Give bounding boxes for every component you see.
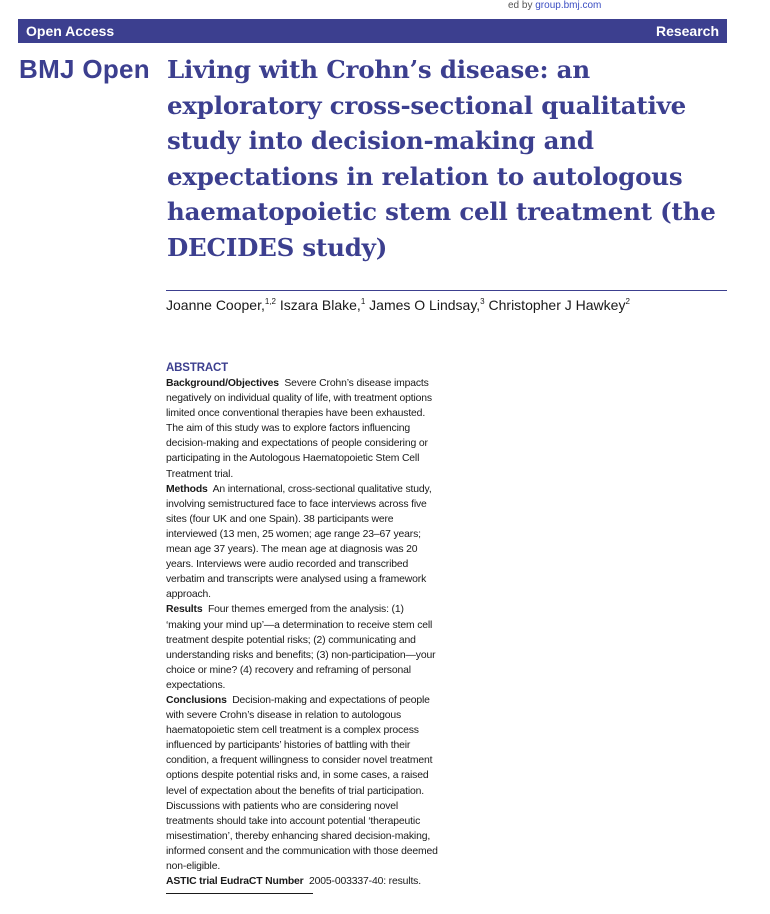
section-label: Methods <box>166 483 208 495</box>
abstract-section-methods <box>166 482 438 603</box>
abstract-section-trial <box>166 874 438 889</box>
author-name: Christopher J Hawkey <box>488 297 626 313</box>
article-title: Living with Crohn’s disease: an exploratory cross-sectional qualitative study into decision-making and expectations in relation to autologous haematopoietic stem cell treatment (the DECIDES study) <box>167 55 716 262</box>
top-link-url[interactable]: group.bmj.com <box>535 0 602 11</box>
journal-logo: BMJ Open <box>19 54 150 84</box>
author-name: James O Lindsay, <box>369 297 481 313</box>
author-affiliation: 3 <box>480 297 485 306</box>
abstract-section-results <box>166 602 438 693</box>
section-text: Severe Crohn’s disease impacts negatively on individual quality of life, with treatment options limited once conventional therapies have been exhausted. The aim of this study was to explore factors influencing decision-making and expectations of people considering or participating in the Autologous Haematopoietic Stem Cell Treatment trial. <box>166 378 432 480</box>
author-affiliation: 1,2 <box>264 297 276 306</box>
section-label: ASTIC trial EudraCT Number <box>166 876 304 888</box>
title-divider <box>166 290 727 291</box>
section-label: Conclusions <box>166 694 227 706</box>
author-affiliation: 1 <box>360 297 366 306</box>
author-name: Joanne Cooper, <box>166 297 265 313</box>
footnote-divider <box>166 893 313 894</box>
abstract <box>166 361 438 889</box>
section-text: 2005-003337-40: results. <box>309 876 421 888</box>
section-label: Results <box>166 604 203 616</box>
top-link[interactable] <box>508 0 601 11</box>
section-text: An international, cross-sectional qualitative study, involving semistructured face to face interviews across five sites (four UK and one Spain). 38 participants were interviewed (13 men, 25 women; age range 23–67 years; mean age 37 years). The mean age at diagnosis was 20 years. Interviews were audio recorded and transcribed verbatim and transcripts were analysed using a framework approach. <box>166 483 432 601</box>
section-text: Decision-making and expectations of people with severe Crohn’s disease in relation to autologous haematopoietic stem cell treatment is a complex process influenced by participants’ histories of battling with their condition, a frequent willingness to consider novel treatment options despite potential risks and, in some cases, a raised level of expectation about the benefits of trial participation. Discussions with patients who are considering novel treatments should take into account potential ‘therapeutic misestimation’, thereby enhancing shared decision-making, informed consent and the communication with those deemed non-eligible. <box>166 694 438 872</box>
abstract-section-background <box>166 376 438 482</box>
header-banner <box>18 19 727 43</box>
top-link-prefix: ed by <box>508 0 533 11</box>
abstract-heading: ABSTRACT <box>166 362 229 374</box>
section-label: Background/Objectives <box>166 378 279 389</box>
abstract-section-conclusions <box>166 693 438 874</box>
author-list <box>166 297 630 313</box>
section-label: Research <box>655 23 719 39</box>
author-affiliation: 2 <box>625 297 630 306</box>
author-name: Iszara Blake, <box>279 297 361 313</box>
open-access-label: Open Access <box>26 23 115 39</box>
section-text: Four themes emerged from the analysis: (1) ‘making your mind up’—a determination to receive stem cell treatment despite potential risks; (2) communicating and understanding risks and benefits; (3) non-participation—your choice or mine? (4) recovery and reframing of personal expectations. <box>166 604 436 691</box>
